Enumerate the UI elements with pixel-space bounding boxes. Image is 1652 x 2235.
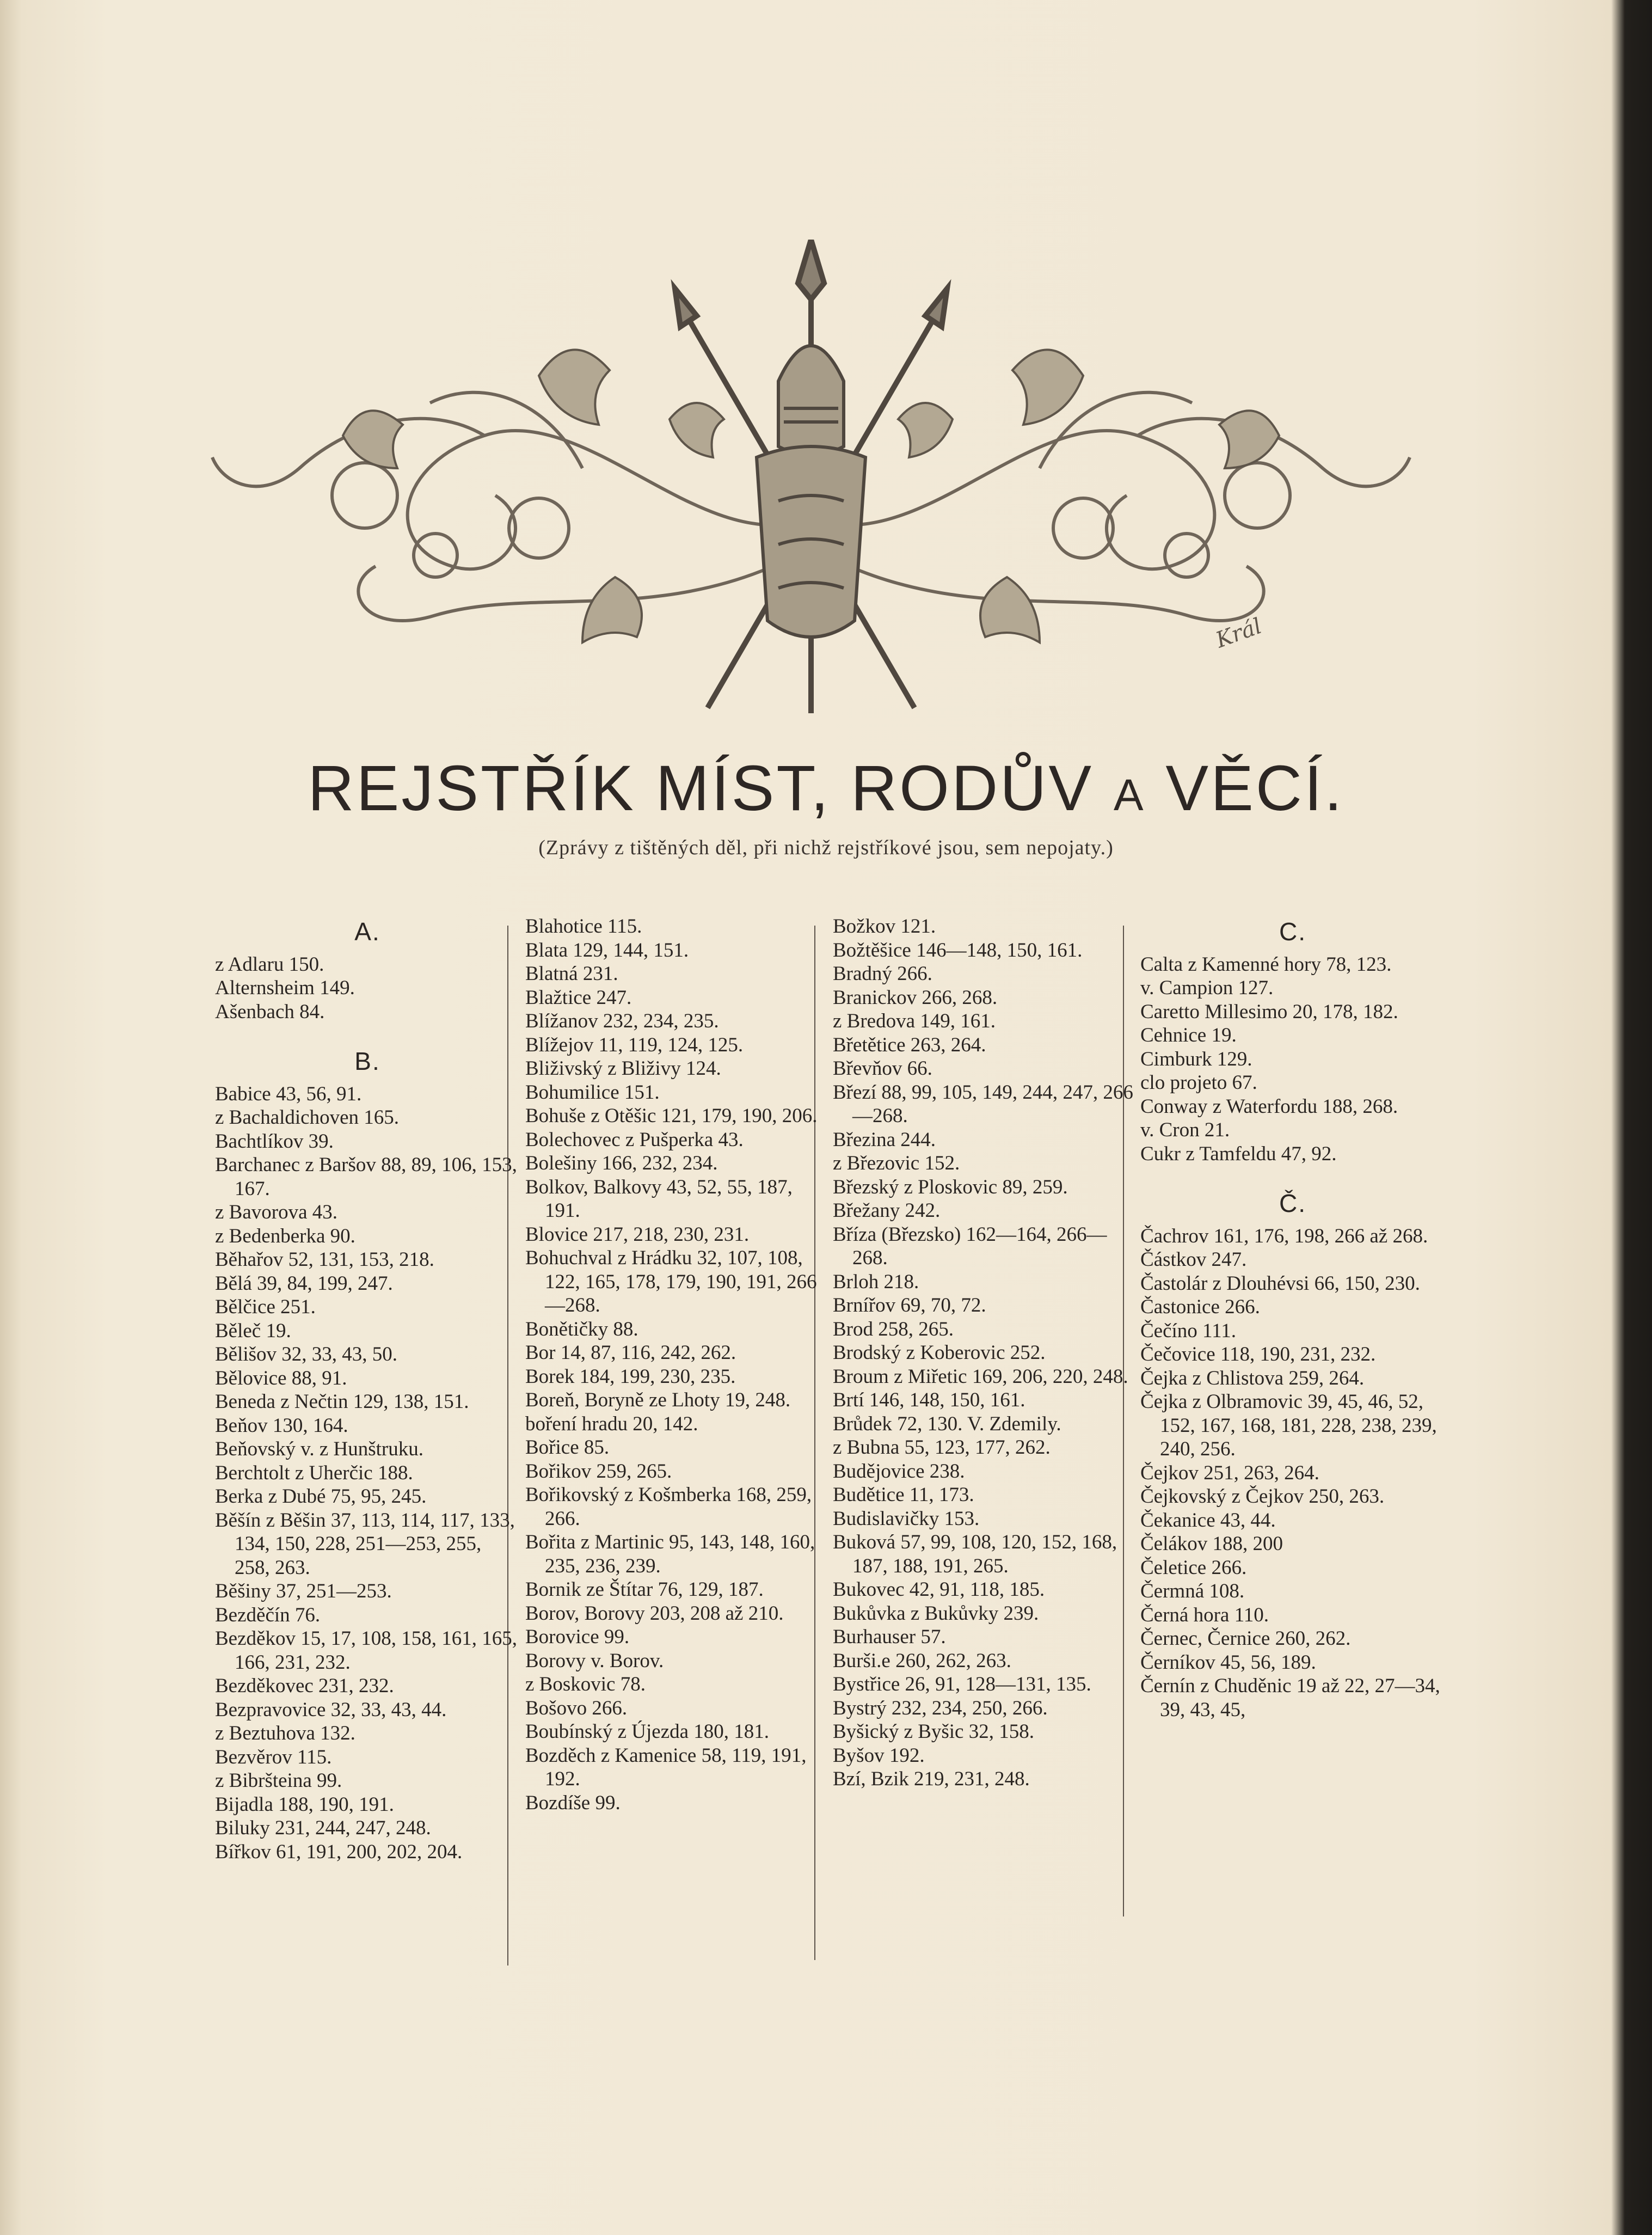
index-entry: Černec, Černice 260, 262. bbox=[1140, 1627, 1351, 1650]
index-entry: Brod 258, 265. bbox=[833, 1318, 954, 1340]
index-entry: z Adlaru 150. bbox=[215, 953, 324, 976]
index-entry: Běleč 19. bbox=[215, 1319, 291, 1342]
index-entry: Bezvěrov 115. bbox=[215, 1746, 332, 1768]
index-entry: Buková 57, 99, 108, 120, 152, 168, 187, 188, 191, 265. bbox=[833, 1531, 1117, 1577]
index-entry: Bělišov 32, 33, 43, 50. bbox=[215, 1343, 398, 1366]
index-entry: Cukr z Tamfeldu 47, 92. bbox=[1140, 1142, 1337, 1165]
index-entry: Černíkov 45, 56, 189. bbox=[1140, 1651, 1316, 1674]
index-entry: Bozděch z Kamenice 58, 119, 191, 192. bbox=[525, 1744, 807, 1790]
index-entry: Březí 88, 99, 105, 149, 244, 247, 266—268. bbox=[833, 1081, 1133, 1127]
engraver-signature: Král bbox=[1212, 613, 1265, 653]
index-entry: Bezpravovice 32, 33, 43, 44. bbox=[215, 1698, 447, 1721]
index-entry: Bozdíše 99. bbox=[525, 1791, 621, 1814]
index-entry: Cimburk 129. bbox=[1140, 1048, 1252, 1070]
index-entry: Bolkov, Balkovy 43, 52, 55, 187, 191. bbox=[525, 1175, 793, 1222]
index-entry: Bukůvka z Bukůvky 239. bbox=[833, 1602, 1039, 1625]
section-letter: C. bbox=[1279, 917, 1306, 946]
index-entry: Berka z Dubé 75, 95, 245. bbox=[215, 1485, 427, 1508]
index-entry: Burši.e 260, 262, 263. bbox=[833, 1649, 1011, 1672]
index-entry: Bezděkovec 231, 232. bbox=[215, 1675, 394, 1697]
index-entry: Čečovice 118, 190, 231, 232. bbox=[1140, 1343, 1376, 1366]
index-entry: boření hradu 20, 142. bbox=[525, 1412, 698, 1435]
index-entry: Bolechovec z Pušperka 43. bbox=[525, 1128, 744, 1151]
index-entry: Budislavičky 153. bbox=[833, 1507, 980, 1530]
index-entry: Bolešiny 166, 232, 234. bbox=[525, 1152, 718, 1174]
index-entry: Calta z Kamenné hory 78, 123. bbox=[1140, 953, 1392, 976]
index-entry: Čelákov 188, 200 bbox=[1140, 1533, 1283, 1555]
index-entry: Burhauser 57. bbox=[833, 1626, 946, 1648]
index-entry: Čachrov 161, 176, 198, 266 až 268. bbox=[1140, 1224, 1428, 1247]
index-entry: Brtí 146, 148, 150, 161. bbox=[833, 1389, 1025, 1411]
index-entry: z Bedenberka 90. bbox=[215, 1224, 355, 1247]
index-entry: Broum z Miřetic 169, 206, 220, 248. bbox=[833, 1365, 1128, 1388]
index-entry: Brůdek 72, 130. V. Zdemily. bbox=[833, 1412, 1061, 1435]
index-entry: Bezděkov 15, 17, 108, 158, 161, 165, 166, 231, 232. bbox=[215, 1627, 517, 1674]
index-entry: z Bredova 149, 161. bbox=[833, 1010, 996, 1032]
index-entry: Blata 129, 144, 151. bbox=[525, 939, 689, 962]
index-entry: Budějovice 238. bbox=[833, 1460, 965, 1483]
index-entry: Bradný 266. bbox=[833, 963, 932, 985]
index-entry: Alternsheim 149. bbox=[215, 977, 355, 999]
index-entry: Bělá 39, 84, 199, 247. bbox=[215, 1272, 393, 1295]
index-entry: Božtěšice 146—148, 150, 161. bbox=[833, 939, 1083, 962]
index-entry: Bezděčín 76. bbox=[215, 1603, 321, 1626]
index-entry: Březský z Ploskovic 89, 259. bbox=[833, 1175, 1068, 1198]
index-entry: z Bubna 55, 123, 177, 262. bbox=[833, 1436, 1051, 1459]
index-entry: Beňov 130, 164. bbox=[215, 1414, 348, 1437]
index-entry: Biluky 231, 244, 247, 248. bbox=[215, 1817, 431, 1839]
index-entry: Bzí, Bzik 219, 231, 248. bbox=[833, 1768, 1030, 1790]
index-entry: Břevňov 66. bbox=[833, 1057, 932, 1080]
index-entry: Budětice 11, 173. bbox=[833, 1484, 974, 1506]
index-entry: Čejkov 251, 263, 264. bbox=[1140, 1461, 1319, 1484]
index-entry: Bukovec 42, 91, 118, 185. bbox=[833, 1578, 1045, 1601]
index-entry: Bříza (Březsko) 162—164, 266—268. bbox=[833, 1223, 1107, 1269]
index-entry: Branickov 266, 268. bbox=[833, 986, 998, 1009]
index-entry: Bornik ze Štítar 76, 129, 187. bbox=[525, 1578, 764, 1601]
index-entry: Brloh 218. bbox=[833, 1270, 919, 1293]
index-entry: Beňovský v. z Hunštruku. bbox=[215, 1438, 423, 1460]
index-entry: Bijadla 188, 190, 191. bbox=[215, 1793, 394, 1816]
index-entry: Božkov 121. bbox=[833, 915, 936, 938]
index-entry: z Boskovic 78. bbox=[525, 1673, 646, 1695]
index-entry: v. Campion 127. bbox=[1140, 977, 1274, 999]
index-entry: Bohuše z Otěšic 121, 179, 190, 206. bbox=[525, 1105, 818, 1127]
section-letter: Č. bbox=[1279, 1189, 1306, 1217]
index-entry: Bořikovský z Košmberka 168, 259, 266. bbox=[525, 1484, 812, 1530]
index-entry: Borek 184, 199, 230, 235. bbox=[525, 1365, 736, 1388]
index-entry: Čejka z Olbramovic 39, 45, 46, 52, 152, 167, 168, 181, 228, 238, 239, 240, 256. bbox=[1140, 1391, 1437, 1460]
section-letter: B. bbox=[354, 1047, 380, 1075]
index-column-3 bbox=[833, 915, 1138, 1791]
index-entry: Bystrý 232, 234, 250, 266. bbox=[833, 1697, 1048, 1719]
index-entry: Berchtolt z Uherčic 188. bbox=[215, 1461, 413, 1484]
section-letter: A. bbox=[354, 917, 380, 946]
index-entry: Čermná 108. bbox=[1140, 1580, 1245, 1602]
index-entry: Bořikov 259, 265. bbox=[525, 1460, 672, 1483]
page-subtitle: (Zprávy z tištěných děl, při nichž rejstříkové jsou, sem nepojaty.) bbox=[538, 836, 1114, 859]
index-entry: Conway z Waterfordu 188, 268. bbox=[1140, 1095, 1398, 1118]
index-entry: Bořice 85. bbox=[525, 1436, 610, 1459]
index-entry: Bonětičky 88. bbox=[525, 1318, 638, 1340]
index-entry: Cehnice 19. bbox=[1140, 1024, 1237, 1046]
index-entry: Boubínský z Újezda 180, 181. bbox=[525, 1720, 770, 1743]
index-entry: Borovy v. Borov. bbox=[525, 1649, 664, 1672]
index-entry: Běšiny 37, 251—253. bbox=[215, 1580, 392, 1602]
page-title: REJSTŘÍK MÍST, RODŮV A VĚCÍ. bbox=[308, 752, 1344, 824]
index-entry: Bořita z Martinic 95, 143, 148, 160, 235, 236, 239. bbox=[525, 1531, 815, 1577]
index-entry: Caretto Millesimo 20, 178, 182. bbox=[1140, 1000, 1398, 1023]
index-entry: Barchanec z Baršov 88, 89, 106, 153, 167. bbox=[215, 1154, 517, 1200]
index-entry: Ašenbach 84. bbox=[215, 1000, 325, 1023]
index-entry: Břežany 242. bbox=[833, 1199, 941, 1222]
index-entry: Boreň, Boryně ze Lhoty 19, 248. bbox=[525, 1389, 791, 1411]
index-entry: Čejkovský z Čejkov 250, 263. bbox=[1140, 1485, 1385, 1508]
index-entry: Běšín z Běšin 37, 113, 114, 117, 133, 134, 150, 228, 251—253, 255, 258, 263. bbox=[215, 1509, 515, 1579]
index-entry: Bliživský z Bliživy 124. bbox=[525, 1057, 721, 1080]
index-entry: Bělovice 88, 91. bbox=[215, 1367, 347, 1389]
index-entry: Bělčice 251. bbox=[215, 1296, 316, 1318]
index-entry: Blahotice 115. bbox=[525, 915, 642, 938]
index-entry: Čeletice 266. bbox=[1140, 1556, 1247, 1579]
index-entry: Čejka z Chlistova 259, 264. bbox=[1140, 1367, 1365, 1389]
index-entry: Čekanice 43, 44. bbox=[1140, 1509, 1276, 1532]
index-column-1 bbox=[215, 915, 520, 1864]
index-entry: Bachtlíkov 39. bbox=[215, 1130, 334, 1153]
index-entry: z Beztuhova 132. bbox=[215, 1722, 355, 1744]
index-entry: Borov, Borovy 203, 208 až 210. bbox=[525, 1602, 784, 1625]
index-entry: Částkov 247. bbox=[1140, 1248, 1247, 1271]
index-entry: Čečíno 111. bbox=[1140, 1319, 1237, 1342]
index-entry: Černá hora 110. bbox=[1140, 1603, 1269, 1626]
index-entry: Blažtice 247. bbox=[525, 986, 632, 1009]
index-entry: Bošovo 266. bbox=[525, 1697, 628, 1719]
index-entry: v. Cron 21. bbox=[1140, 1119, 1230, 1141]
index-entry: Bohuchval z Hrádku 32, 107, 108, 122, 165, 178, 179, 190, 191, 266—268. bbox=[525, 1247, 817, 1316]
index-entry: clo projeto 67. bbox=[1140, 1071, 1257, 1094]
index-entry: Borovice 99. bbox=[525, 1626, 630, 1648]
index-entry: Blížejov 11, 119, 124, 125. bbox=[525, 1033, 744, 1056]
index-entry: Běhařov 52, 131, 153, 218. bbox=[215, 1248, 434, 1271]
index-entry: Brnířov 69, 70, 72. bbox=[833, 1294, 986, 1316]
index-entry: Častonice 266. bbox=[1140, 1296, 1260, 1318]
index-entry: Byšov 192. bbox=[833, 1744, 925, 1767]
index-entry: Beneda z Nečtin 129, 138, 151. bbox=[215, 1391, 469, 1413]
index-entry: z Bavorova 43. bbox=[215, 1201, 338, 1223]
index-entry: Blížanov 232, 234, 235. bbox=[525, 1010, 719, 1032]
index-column-2 bbox=[525, 915, 830, 1815]
index-entry: Blovice 217, 218, 230, 231. bbox=[525, 1223, 750, 1246]
index-entry: Bohumilice 151. bbox=[525, 1081, 660, 1104]
index-column-4 bbox=[1140, 915, 1445, 1722]
index-entry: Brodský z Koberovic 252. bbox=[833, 1342, 1046, 1364]
index-entry: Březina 244. bbox=[833, 1128, 936, 1151]
index-entry: z Březovic 152. bbox=[833, 1152, 960, 1174]
index-entry: z Bibršteina 99. bbox=[215, 1769, 342, 1792]
index-entry: Bystřice 26, 91, 128—131, 135. bbox=[833, 1673, 1091, 1695]
index-entry: Břetětice 263, 264. bbox=[833, 1033, 986, 1056]
index-entry: Bířkov 61, 191, 200, 202, 204. bbox=[215, 1840, 463, 1863]
index-entry: Byšický z Byšic 32, 158. bbox=[833, 1720, 1034, 1743]
armor-helmet-spears-acanthus-ornament-icon bbox=[201, 240, 1421, 719]
index-entry: Babice 43, 56, 91. bbox=[215, 1082, 362, 1105]
index-entry: z Bachaldichoven 165. bbox=[215, 1106, 400, 1129]
index-entry: Častolár z Dlouhévsi 66, 150, 230. bbox=[1140, 1272, 1420, 1295]
index-entry: Černín z Chuděnic 19 až 22, 27—34, 39, 43, 45, bbox=[1140, 1675, 1440, 1721]
index-entry: Bor 14, 87, 116, 242, 262. bbox=[525, 1342, 736, 1364]
index-entry: Blatná 231. bbox=[525, 963, 618, 985]
